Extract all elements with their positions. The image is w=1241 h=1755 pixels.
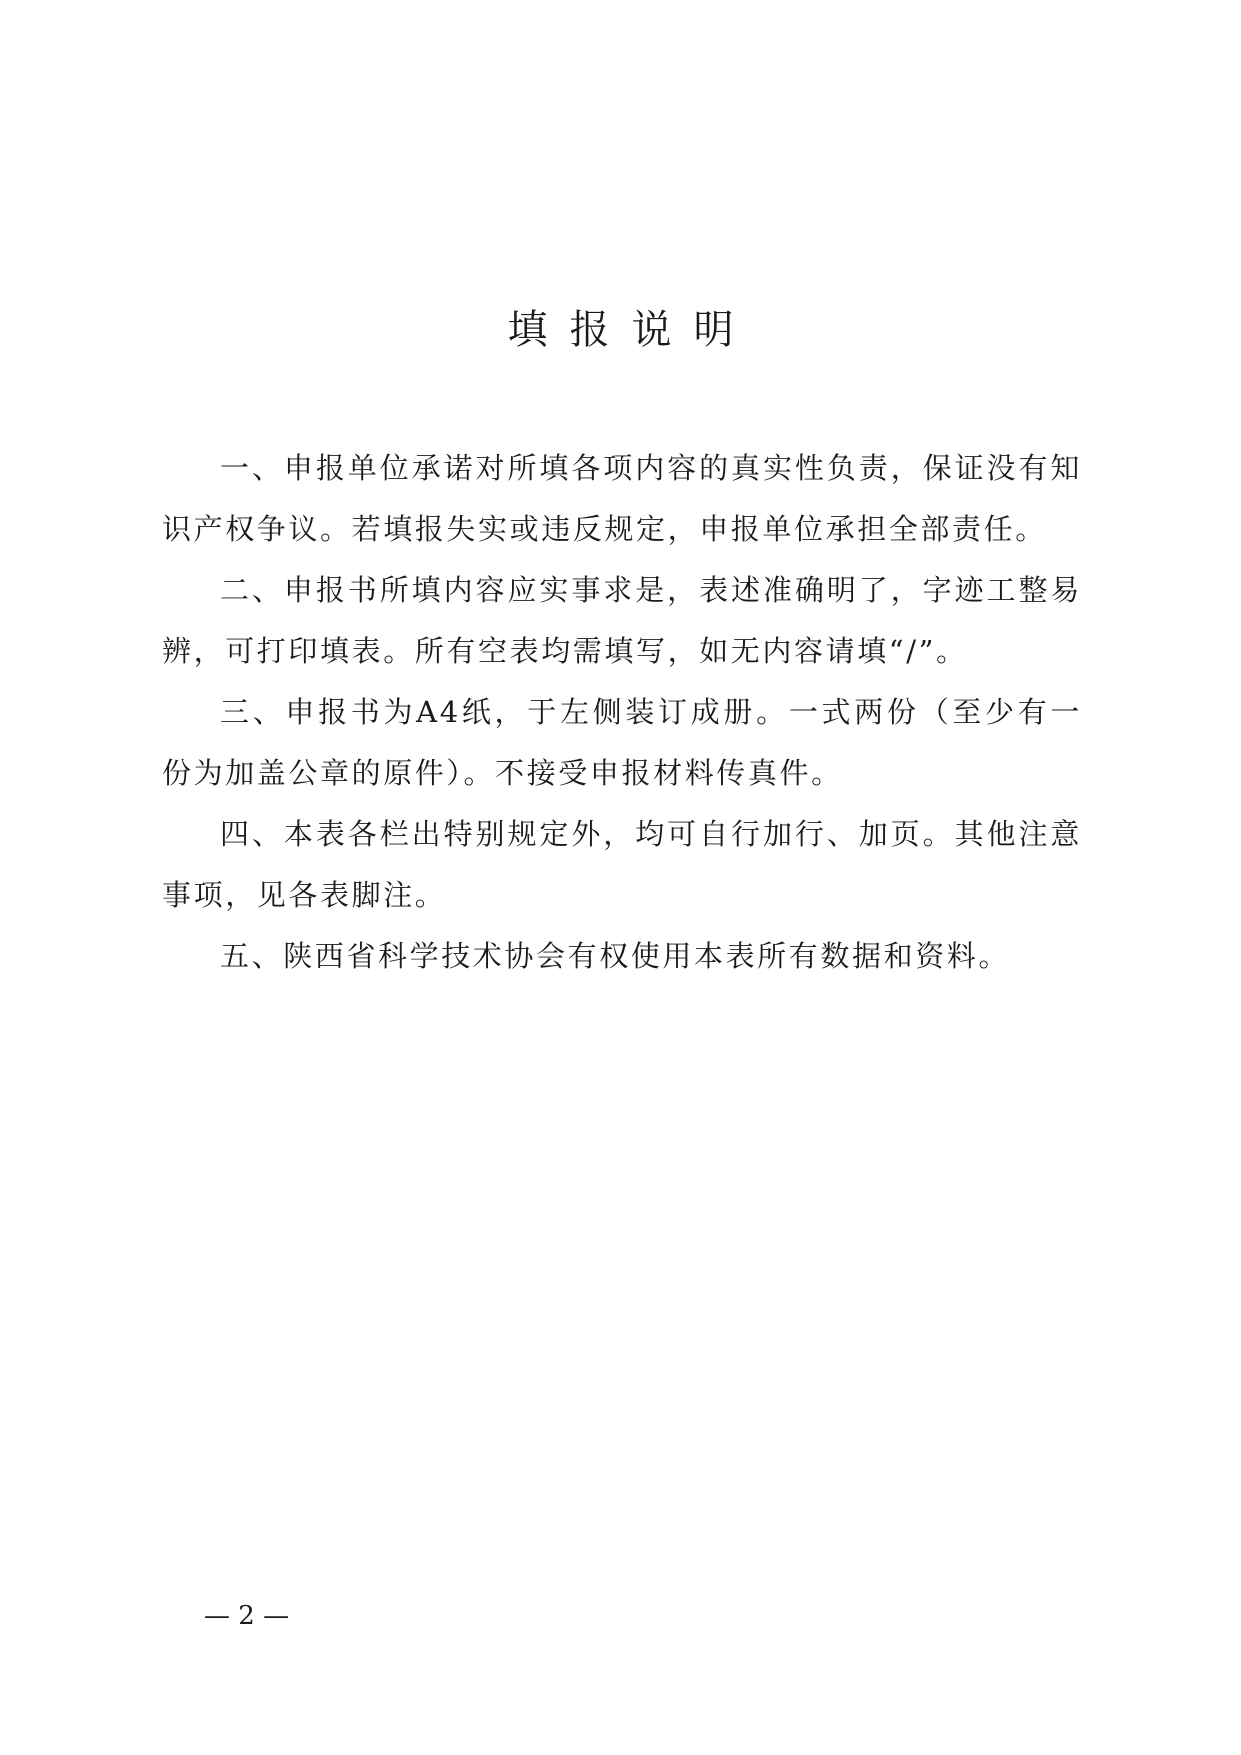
page-title: 填报说明 xyxy=(507,307,756,353)
instruction-paragraph-4: 四、本表各栏出特别规定外，均可自行加行、加页。其他注意事项，见各表脚注。 xyxy=(162,817,1082,912)
instruction-paragraph-3: 三、申报书为A4纸，于左侧装订成册。一式两份（至少有一份为加盖公章的原件）。不接受申报材料传真件。 xyxy=(162,695,1082,790)
instruction-paragraph-5: 五、陕西省科学技术协会有权使用本表所有数据和资料。 xyxy=(220,939,1011,973)
instruction-paragraph-1: 一、申报单位承诺对所填各项内容的真实性负责，保证没有知识产权争议。若填报失实或违反规定，申报单位承担全部责任。 xyxy=(162,451,1082,546)
instructions-body xyxy=(162,438,1082,987)
instruction-paragraph-2: 二、申报书所填内容应实事求是，表述准确明了，字迹工整易辨，可打印填表。所有空表均需填写，如无内容请填“/”。 xyxy=(162,573,1082,668)
page-number: — 2 — xyxy=(204,1601,290,1631)
